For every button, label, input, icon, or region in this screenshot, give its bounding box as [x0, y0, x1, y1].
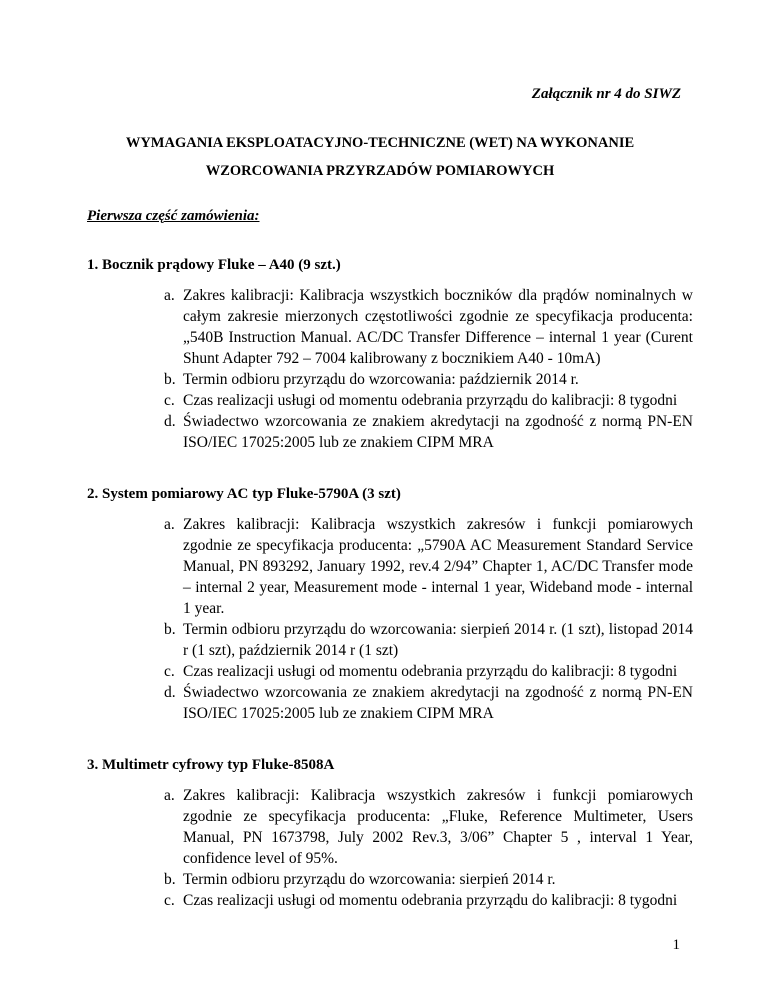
- list-item-text: Zakres kalibracji: Kalibracja wszystkich boczników dla prądów nominalnych w całym zakresie mierzonych częstotliwości zgodnie ze specyfikacja producenta: „540B Instruction Manual. AC/DC Transfer Difference – internal 1 year (Curent Shunt Adapter 792 – 7004 kalibrowany z bocznikiem A40 - 10mA): [183, 287, 693, 367]
- list-item-text: Termin odbioru przyrządu do wzorcowania: sierpień 2014 r.: [183, 871, 556, 888]
- section-title: 1. Bocznik prądowy Fluke – A40 (9 szt.): [87, 257, 341, 273]
- list-item-text: Zakres kalibracji: Kalibracja wszystkich zakresów i funkcji pomiarowych zgodnie ze specyfikacja producenta: „5790A AC Measurement Standard Service Manual, PN 893292, January 1992, rev.4 2/94” Chapter 1, AC/DC Transfer mode – internal 2 year, Measurement mode - internal 1 year, Wideband mode - internal 1 year.: [183, 516, 693, 617]
- list-item: [87, 514, 693, 619]
- list-item: [87, 619, 693, 661]
- list-marker: c.: [164, 892, 175, 909]
- list-item-text: Termin odbioru przyrządu do wzorcowania: sierpień 2014 r. (1 szt), listopad 2014 r (1 szt), październik 2014 r (1 szt): [183, 621, 693, 659]
- list-marker: a.: [164, 787, 175, 804]
- list-marker: c.: [164, 392, 175, 409]
- document-title-line-1: WYMAGANIA EKSPLOATACYJNO-TECHNICZNE (WET) NA WYKONANIE: [125, 135, 635, 151]
- section-3: [87, 755, 693, 911]
- section-title: 2. System pomiarowy AC typ Fluke-5790A (3 szt): [87, 486, 401, 502]
- list-item: [87, 285, 693, 369]
- list-item: [87, 682, 693, 724]
- list-marker: b.: [164, 621, 176, 638]
- list-item-text: Świadectwo wzorcowania ze znakiem akredytacji na zgodność z normą PN-EN ISO/IEC 17025:2005 lub ze znakiem CIPM MRA: [183, 413, 693, 451]
- list-marker: b.: [164, 871, 176, 888]
- document-title-line-2: WZORCOWANIA PRZYRZADÓW POMIAROWYCH: [205, 163, 555, 179]
- list-item: [87, 390, 693, 411]
- section-2: [87, 484, 693, 724]
- list-marker: b.: [164, 371, 176, 388]
- requirements-list: [87, 514, 693, 724]
- list-item-text: Świadectwo wzorcowania ze znakiem akredytacji na zgodność z normą PN-EN ISO/IEC 17025:2005 lub ze znakiem CIPM MRA: [183, 684, 693, 722]
- list-item-text: Czas realizacji usługi od momentu odebrania przyrządu do kalibracji: 8 tygodni: [183, 663, 678, 680]
- list-item: [87, 369, 693, 390]
- list-item: [87, 661, 693, 682]
- requirements-list: [87, 785, 693, 911]
- page-number: 1: [672, 937, 680, 953]
- list-item-text: Czas realizacji usługi od momentu odebrania przyrządu do kalibracji: 8 tygodni: [183, 892, 678, 909]
- list-marker: a.: [164, 287, 175, 304]
- list-marker: c.: [164, 663, 175, 680]
- list-item-text: Czas realizacji usługi od momentu odebrania przyrządu do kalibracji: 8 tygodni: [183, 392, 678, 409]
- list-marker: a.: [164, 516, 175, 533]
- list-item-text: Termin odbioru przyrządu do wzorcowania: październik 2014 r.: [183, 371, 579, 388]
- section-1: [87, 255, 693, 453]
- list-item-text: Zakres kalibracji: Kalibracja wszystkich zakresów i funkcji pomiarowych zgodnie ze specyfikacja producenta: „Fluke, Reference Multimeter, Users Manual, PN 1673798, July 2002 Rev.3, 3/06” Chapter 5 , interval 1 Year, confidence level of 95%.: [183, 787, 693, 867]
- part-heading: Pierwsza część zamówienia:: [87, 208, 260, 224]
- list-item: [87, 411, 693, 453]
- list-item: [87, 890, 693, 911]
- requirements-list: [87, 285, 693, 453]
- list-marker: d.: [164, 684, 176, 701]
- section-title: 3. Multimetr cyfrowy typ Fluke-8508A: [87, 757, 335, 773]
- list-item: [87, 785, 693, 869]
- annex-label: Załącznik nr 4 do SIWZ: [531, 86, 681, 102]
- list-item: [87, 869, 693, 890]
- list-marker: d.: [164, 413, 176, 430]
